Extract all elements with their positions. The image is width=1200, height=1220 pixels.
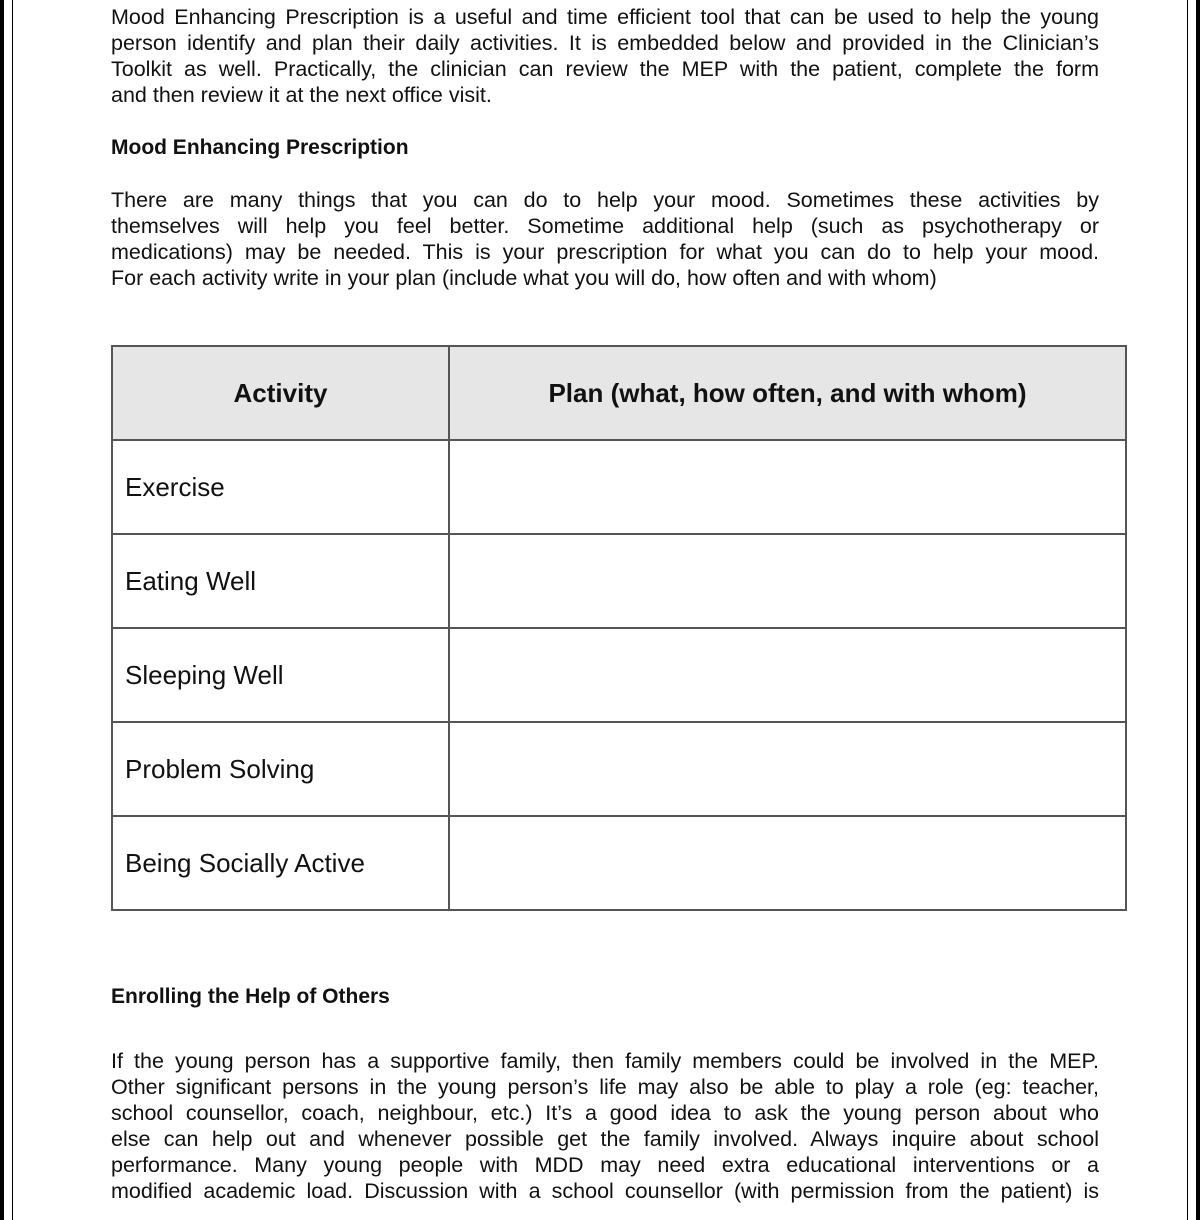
intro-paragraph: [111, 4, 1099, 108]
activity-cell: Eating Well: [112, 534, 449, 628]
activity-cell: Exercise: [112, 440, 449, 534]
table-row: [112, 816, 1126, 910]
activity-cell: Being Socially Active: [112, 816, 449, 910]
mep-paragraph: [111, 187, 1099, 291]
others-line-5: performance. Many young people with MDD may need extra educational interventions or a: [111, 1153, 1099, 1177]
others-line-1: If the young person has a supportive family, then family members could be involved in the MEP.: [111, 1049, 1099, 1073]
intro-line-3: Toolkit as well. Practically, the clinician can review the MEP with the patient, complete the form: [111, 57, 1099, 81]
plan-cell-eating-well[interactable]: [449, 534, 1126, 628]
plan-cell-sleeping-well[interactable]: [449, 628, 1126, 722]
others-line-2: Other significant persons in the young person’s life may also be able to play a role (eg: teacher,: [111, 1075, 1099, 1099]
table-row: [112, 722, 1126, 816]
activity-column-header: Activity: [112, 346, 449, 440]
others-paragraph: [111, 1048, 1099, 1204]
mep-line-4: For each activity write in your plan (include what you will do, how often and with whom): [111, 266, 937, 290]
mep-line-1: There are many things that you can do to help your mood. Sometimes these activities by: [111, 188, 1099, 212]
plan-cell-socially-active[interactable]: [449, 816, 1126, 910]
intro-line-4: and then review it at the next office visit.: [111, 83, 492, 107]
activity-cell: Problem Solving: [112, 722, 449, 816]
activity-plan-table: [111, 345, 1127, 911]
plan-column-header: Plan (what, how often, and with whom): [449, 346, 1126, 440]
intro-line-1: Mood Enhancing Prescription is a useful and time efficient tool that can be used to help the young: [111, 5, 1099, 29]
others-line-3: school counsellor, coach, neighbour, etc.) It’s a good idea to ask the young person about who: [111, 1101, 1099, 1125]
mep-line-3: medications) may be needed. This is your prescription for what you can do to help your mood.: [111, 240, 1099, 264]
table-row: [112, 534, 1126, 628]
table-header-row: [112, 346, 1126, 440]
intro-line-2: person identify and plan their daily activities. It is embedded below and provided in the Clinician’s: [111, 31, 1099, 55]
activity-cell: Sleeping Well: [112, 628, 449, 722]
others-line-6: modified academic load. Discussion with a school counsellor (with permission from the patient) is: [111, 1179, 1099, 1203]
table-row: [112, 628, 1126, 722]
others-heading: Enrolling the Help of Others: [111, 985, 390, 1008]
table-row: [112, 440, 1126, 534]
others-line-4: else can help out and whenever possible get the family involved. Always inquire about school: [111, 1127, 1099, 1151]
plan-cell-problem-solving[interactable]: [449, 722, 1126, 816]
mep-heading: Mood Enhancing Prescription: [111, 136, 409, 159]
plan-cell-exercise[interactable]: [449, 440, 1126, 534]
mep-line-2: themselves will help you feel better. Sometime additional help (such as psychotherapy or: [111, 214, 1099, 238]
